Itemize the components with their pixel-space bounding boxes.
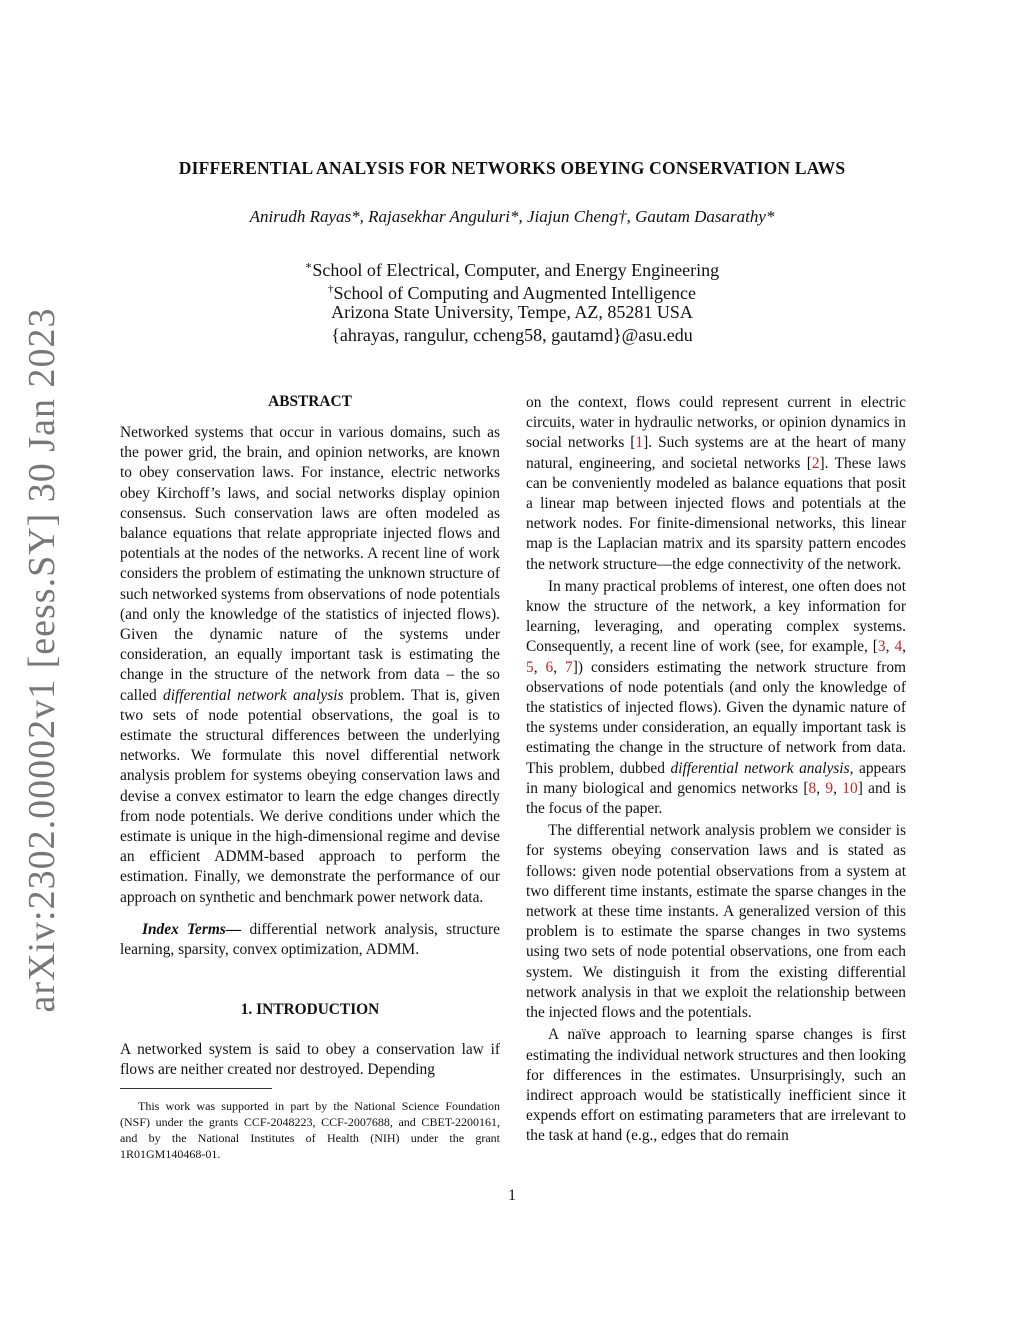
right-paragraph-4: A naïve approach to learning sparse changes is first estimating the individual network structures and then looking for differences in the estimates. Unsurprisingly, such an indirect approach would be statistically inefficient since it expends effort on estimating parameters that are irrelevant to the task at hand (e.g., edges that do remain <box>526 1026 906 1145</box>
citation[interactable]: 5 <box>526 658 534 676</box>
citation[interactable]: 3 <box>877 638 886 656</box>
affiliation-3: Arizona State University, Tempe, AZ, 85281 USA <box>331 302 693 322</box>
citation[interactable]: 9 <box>825 779 834 797</box>
page-number: 1 <box>508 1187 516 1204</box>
right-paragraph-2: In many practical problems of interest, one often does not know the structure of the network, a key information for learning, leveraging, and operating complex systems. Consequently, a recent line of work (see, for example, [3, 4, 5, 6, 7]) considers estimating the network structure from observations of node potentials (and only the knowledge of the statistics of injected flows). Given the dynamic nature of the systems under consideration, an equally important task is estimating the change in the structure of network from data. This problem, dubbed differential network analysis, appears in many biological and genomics networks [8, 9, 10] and is the focus of the paper. <box>526 577 906 818</box>
citation[interactable]: 4 <box>894 638 903 656</box>
citation[interactable]: 1 <box>635 434 644 452</box>
footnote: This work was supported in part by the National Science Foundation (NSF) under the grants CCF-2048223, CCF-2007688, and CBET-2200161, and by the National Institutes of Health (NIH) under the grant 1R01GM140468-01. <box>120 1099 500 1161</box>
affiliation-2: †School of Computing and Augmented Intelligence <box>328 283 696 303</box>
authors: Anirudh Rayas*, Rajasekhar Anguluri*, Jiajun Cheng†, Gautam Dasarathy* <box>249 207 775 226</box>
citation[interactable]: 6 <box>545 658 554 676</box>
intro-heading: 1. INTRODUCTION <box>240 1001 380 1018</box>
citation[interactable]: 10 <box>842 779 858 797</box>
footnote-rule <box>120 1088 272 1089</box>
abstract-heading: ABSTRACT <box>268 393 352 410</box>
citation[interactable]: 8 <box>808 779 817 797</box>
affiliation-1: ∗School of Electrical, Computer, and Energy Engineering <box>304 260 720 280</box>
arxiv-stamp: arXiv:2302.00002v1 [eess.SY] 30 Jan 2023 <box>21 307 63 1013</box>
abstract-body <box>120 423 500 960</box>
author-emails: {ahrayas, rangulur, ccheng58, gautamd}@asu.edu <box>331 325 693 345</box>
right-paragraph-1: on the context, flows could represent current in electric circuits, water in hydraulic networks, or opinion dynamics in social networks [1]. Such systems are at the heart of many natural, engineering, and societal networks [2]. These laws can be conveniently modeled as balance equations that posit a linear map between injected flows and potentials at the network nodes. For finite-dimensional networks, this linear map is the Laplacian matrix and its sparsity pattern encodes the network structure—the edge connectivity of the network. <box>526 394 906 573</box>
index-terms: Index Terms— differential network analysis, structure learning, sparsity, convex optimization, ADMM. <box>120 920 500 959</box>
right-paragraph-3: The differential network analysis problem we consider is for systems obeying conservation laws and is stated as follows: given node potential observations from a system at two different time instants, estimate the sparse changes in the network at these time instants. A generalized version of this problem is to estimate the sparse changes in two systems using two sets of node potential observations, one from each system. We distinguish it from the existing differential network analysis in that we exploit the relationship between the injected flows and the potentials. <box>526 822 906 1022</box>
intro-paragraph: A networked system is said to obey a conservation law if flows are neither created nor destroyed. Depending <box>120 1041 500 1079</box>
citation[interactable]: 2 <box>811 454 820 472</box>
abstract-text: Networked systems that occur in various domains, such as the power grid, the brain, and opinion networks, are known to obey conservation laws. For instance, electric networks obey Kirchoff’s laws, and social networks display opinion consensus. Such conservation laws are often modeled as balance equations that relate appropriate injected flows and potentials at the nodes of the networks. A recent line of work considers the problem of estimating the unknown structure of such networked systems from observations of node potentials (and only the knowledge of the statistics of injected flows). Given the dynamic nature of the systems under consideration, an equally important task is estimating the change in the structure of the network from data – the so called differential network analysis problem. That is, given two sets of node potential observations, the goal is to estimate the structural differences between the underlying networks. We formulate this novel differential network analysis problem for systems obeying conservation laws and devise a convex estimator to learn the edge changes directly from node potentials. We derive conditions under which the estimate is unique in the high-dimensional regime and devise an efficient ADMM-based approach to perform the estimation. Finally, we demonstrate the performance of our approach on synthetic and benchmark power network data. <box>120 424 500 906</box>
paper-title: DIFFERENTIAL ANALYSIS FOR NETWORKS OBEYING CONSERVATION LAWS <box>178 158 846 178</box>
citation[interactable]: 7 <box>565 658 573 676</box>
right-column <box>526 393 906 1147</box>
